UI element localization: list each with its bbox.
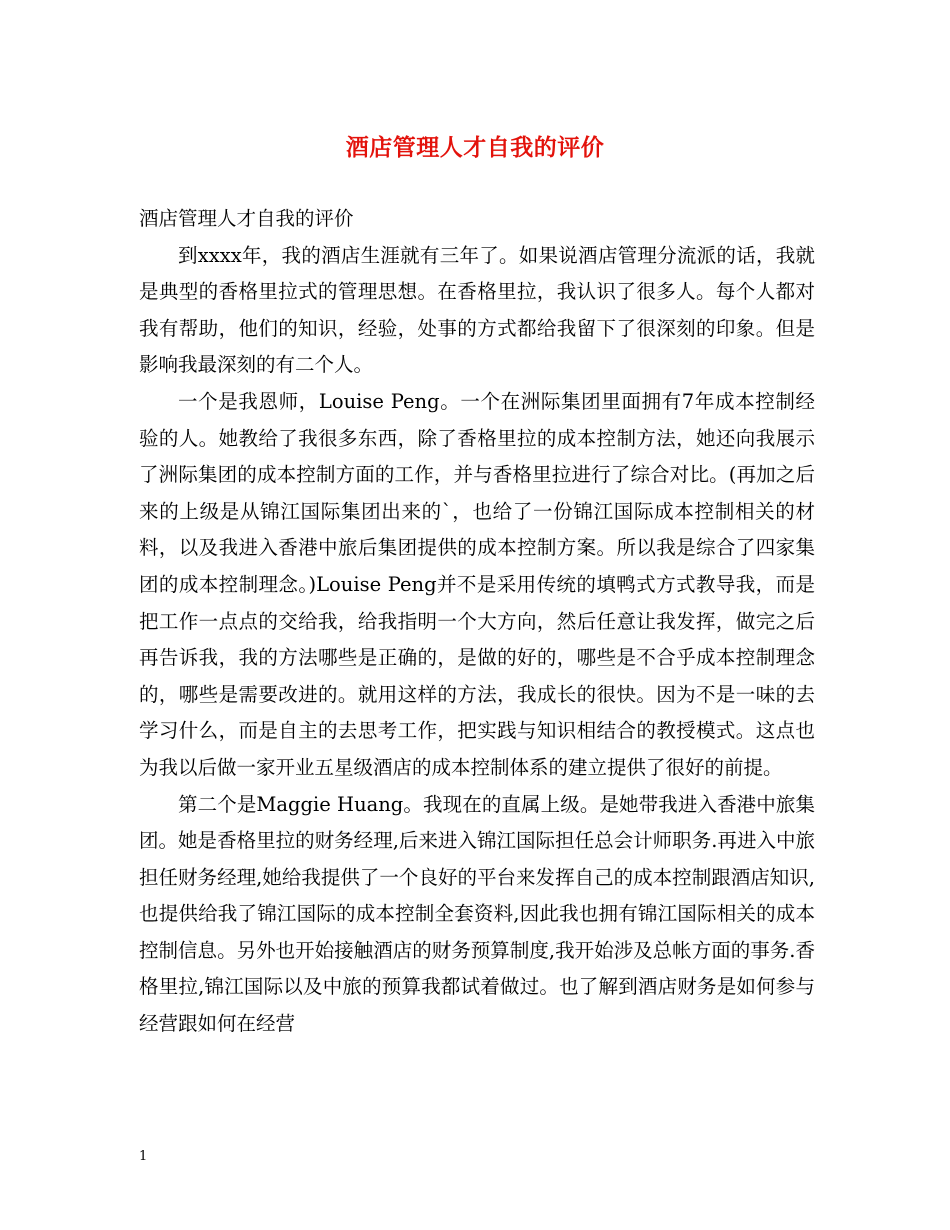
paragraph: 一个是我恩师，Louise Peng。一个在洲际集团里面拥有7年成本控制经验的人。她教给了我很多东西，除了香格里拉的成本控制方法，她还向我展示了洲际集团的成本控制方面的工作，并与香格里拉进行了综合对比。(再加之后来的上级是从锦江国际集团出来的`，也给了一份锦江国际成本控制相关的材料，以及我进入香港中旅后集团提供的成本控制方案。所以我是综合了四家集团的成本控制理念。)Louise Peng并不是采用传统的填鸭式方式教导我，而是把工作一点点的交给我，给我指明一个大方向，然后任意让我发挥，做完之后再告诉我，我的方法哪些是正确的，是做的好的，哪些是不合乎成本控制理念的，哪些是需要改进的。就用这样的方法，我成长的很快。因为不是一味的去学习什么，而是自主的去思考工作，把实践与知识相结合的教授模式。这点也为我以后做一家开业五星级酒店的成本控制体系的建立提供了很好的前提。: [139, 389, 815, 779]
document-title: 酒店管理人才自我的评价: [345, 134, 605, 161]
paragraph-heading: 酒店管理人才自我的评价: [139, 207, 354, 230]
document-body: [139, 201, 815, 1043]
paragraph: 第二个是Maggie Huang。我现在的直属上级。是她带我进入香港中旅集团。她是香格里拉的财务经理,后来进入锦江国际担任总会计师职务.再进入中旅担任财务经理,她给我提供了一个良好的平台来发挥自己的成本控制跟酒店知识, 也提供给我了锦江国际的成本控制全套资料,因此我也拥有锦江国际相关的成本控制信息。另外也开始接触酒店的财务预算制度,我开始涉及总帐方面的事务.香格里拉,锦江国际以及中旅的预算我都试着做过。也了解到酒店财务是如何参与经营跟如何在经营: [139, 792, 815, 1036]
paragraph: 到xxxx年，我的酒店生涯就有三年了。如果说酒店管理分流派的话，我就是典型的香格里拉式的管理思想。在香格里拉，我认识了很多人。每个人都对我有帮助，他们的知识，经验，处事的方式都给我留下了很深刻的印象。但是影响我最深刻的有二个人。: [139, 243, 815, 377]
page-number: 1: [139, 1149, 148, 1164]
